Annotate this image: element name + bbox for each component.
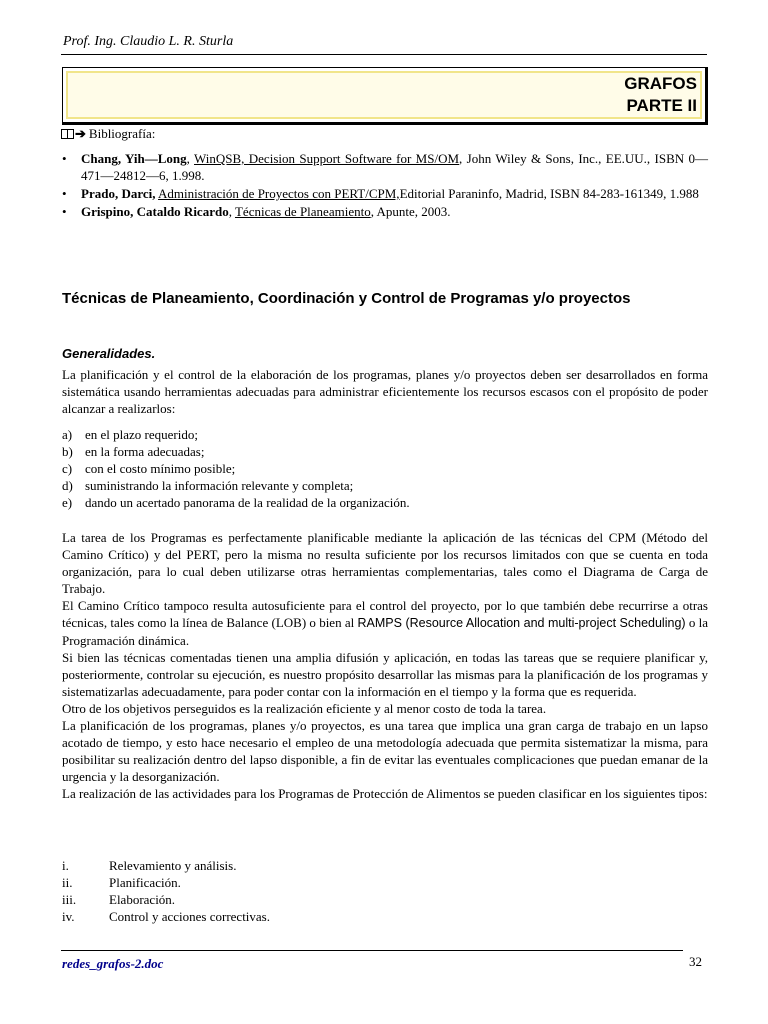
bullet: • — [62, 186, 67, 201]
title-line-1: GRAFOS — [624, 74, 697, 93]
list-item-text: Elaboración. — [109, 892, 176, 907]
page-title — [624, 73, 697, 117]
body-text — [62, 529, 708, 802]
entry-author: Grispino, Cataldo Ricardo — [81, 204, 229, 219]
entry-rest: Editorial Paraninfo, Madrid, ISBN 84-283-161349, 1.988 — [399, 186, 699, 201]
footer-filename: redes_grafos-2.doc — [62, 956, 164, 971]
list-marker: a) — [62, 427, 73, 442]
entry-separator: , — [228, 204, 235, 219]
title-box — [62, 67, 708, 125]
arrow-right-icon: ➔ — [75, 126, 86, 141]
list-item — [62, 443, 708, 460]
list-item — [62, 857, 708, 874]
bullet: • — [62, 204, 67, 219]
title-line-2: PARTE II — [626, 96, 697, 115]
subsection-title: Generalidades. — [62, 346, 156, 361]
list-item — [62, 426, 708, 443]
entry-author: Prado, Darci, — [81, 186, 156, 201]
bullet: • — [62, 151, 67, 166]
entry-work: WinQSB, Decision Support Software for MS/OM — [194, 151, 460, 166]
body-paragraph — [62, 597, 708, 649]
entry-rest: , John Wiley & Sons, Inc., EE.UU., ISBN 0—471—24812—6, 1.998. — [81, 151, 709, 183]
list-item — [62, 494, 708, 511]
list-marker: e) — [62, 495, 73, 510]
body-text-span: RAMPS (Resource Allocation and multi-project Scheduling) — [357, 616, 686, 630]
body-paragraph: Otro de los objetivos perseguidos es la realización eficiente y al menor costo de toda la tarea. — [62, 701, 547, 716]
title-box-inner — [66, 71, 702, 119]
intro-paragraph: La planificación y el control de la elaboración de los programas, planes y/o proyectos deben ser desarrollados en forma sistemática usando herramientas adecuadas para administrar eficientemente los recursos escasos con el propósito de poder alcanzar a realizarlos: — [62, 367, 708, 416]
list-marker: iii. — [62, 892, 77, 907]
list-item — [62, 908, 708, 925]
list-item-text: suministrando la información relevante y completa; — [85, 478, 354, 493]
list-item-text: dando un acertado panorama de la realidad de la organización. — [85, 495, 410, 510]
entry-work: Administración de Proyectos con PERT/CPM, — [158, 186, 400, 201]
bibliography-label — [61, 126, 155, 142]
header-divider — [61, 54, 707, 55]
entry-separator: , — [186, 151, 195, 166]
body-text-span: o la Programación dinámica. — [62, 615, 708, 648]
list-marker: ii. — [62, 875, 73, 890]
section-title: Técnicas de Planeamiento, Coordinación y Control de Programas y/o proyectos — [62, 290, 631, 307]
entry-rest: , Apunte, 2003. — [370, 204, 451, 219]
list-marker: b) — [62, 444, 73, 459]
list-marker: d) — [62, 478, 73, 493]
body-text-span: El Camino Crítico tampoco resulta autosuficiente para el control del proyecto, por lo que también debe recurrirse a otras técnicas, tales como la línea de Balance (LOB) o bien al — [62, 598, 708, 630]
header-author: Prof. Ing. Claudio L. R. Sturla — [63, 34, 234, 49]
list-item — [62, 874, 708, 891]
list-item-text: Control y acciones correctivas. — [109, 909, 270, 924]
list-item-text: en el plazo requerido; — [85, 427, 198, 442]
list-item-text: en la forma adecuadas; — [85, 444, 205, 459]
bibliography-list — [62, 150, 708, 221]
bibliography-label-text: Bibliografía: — [88, 126, 156, 141]
list-marker: i. — [62, 858, 69, 873]
body-paragraph: Si bien las técnicas comentadas tienen una amplia difusión y aplicación, en todas las tareas que se requiere planificar y, posteriormente, controlar su ejecución, es nuestro propósito desarrollar las mismas para la planificación de los programas y sistematizarlas adecuadamente, para poder contar con la información en el tiempo y la forma que es requerida. — [62, 650, 708, 699]
list-marker: iv. — [62, 909, 75, 924]
body-paragraph: La planificación de los programas, planes y/o proyectos, es una tarea que implica una gran carga de trabajo en un lapso acotado de tiempo, y esto hace necesario el empleo de una metodología adecuada que permita sistematizar la misma, para posibilitar su realización dentro del lapso disponible, a fin de evitar las eventuales complicaciones que puedan emanar de la urgencia y la desorganización. — [62, 718, 708, 784]
footer-divider — [61, 950, 683, 951]
list-item-text: con el costo mínimo posible; — [85, 461, 236, 476]
entry-work: Técnicas de Planeamiento — [234, 204, 371, 219]
entry-author: Chang, Yih—Long — [81, 151, 187, 166]
bibliography-entry — [62, 185, 708, 202]
bibliography-entry — [62, 150, 708, 184]
list-marker: c) — [62, 461, 73, 476]
book-icon — [61, 129, 74, 139]
list-item — [62, 477, 708, 494]
list-item-text: Relevamiento y análisis. — [109, 858, 237, 873]
types-list — [62, 857, 708, 925]
page-number: 32 — [689, 954, 702, 969]
list-item — [62, 460, 708, 477]
bibliography-entry — [62, 203, 708, 220]
body-paragraph: La realización de las actividades para los Programas de Protección de Alimentos se pueden clasificar en los siguientes tipos: — [62, 786, 708, 801]
objectives-list — [62, 426, 708, 511]
list-item-text: Planificación. — [109, 875, 181, 890]
body-paragraph: La tarea de los Programas es perfectamente planificable mediante la aplicación de las técnicas del CPM (Método del Camino Crítico) y del PERT, pero la misma no resulta suficiente por los recursos limitados con que se cuenta en toda organización, para lo cual deben utilizarse otras herramientas complementarias, tales como el Diagrama de Carga de Trabajo. — [62, 530, 708, 596]
list-item — [62, 891, 708, 908]
